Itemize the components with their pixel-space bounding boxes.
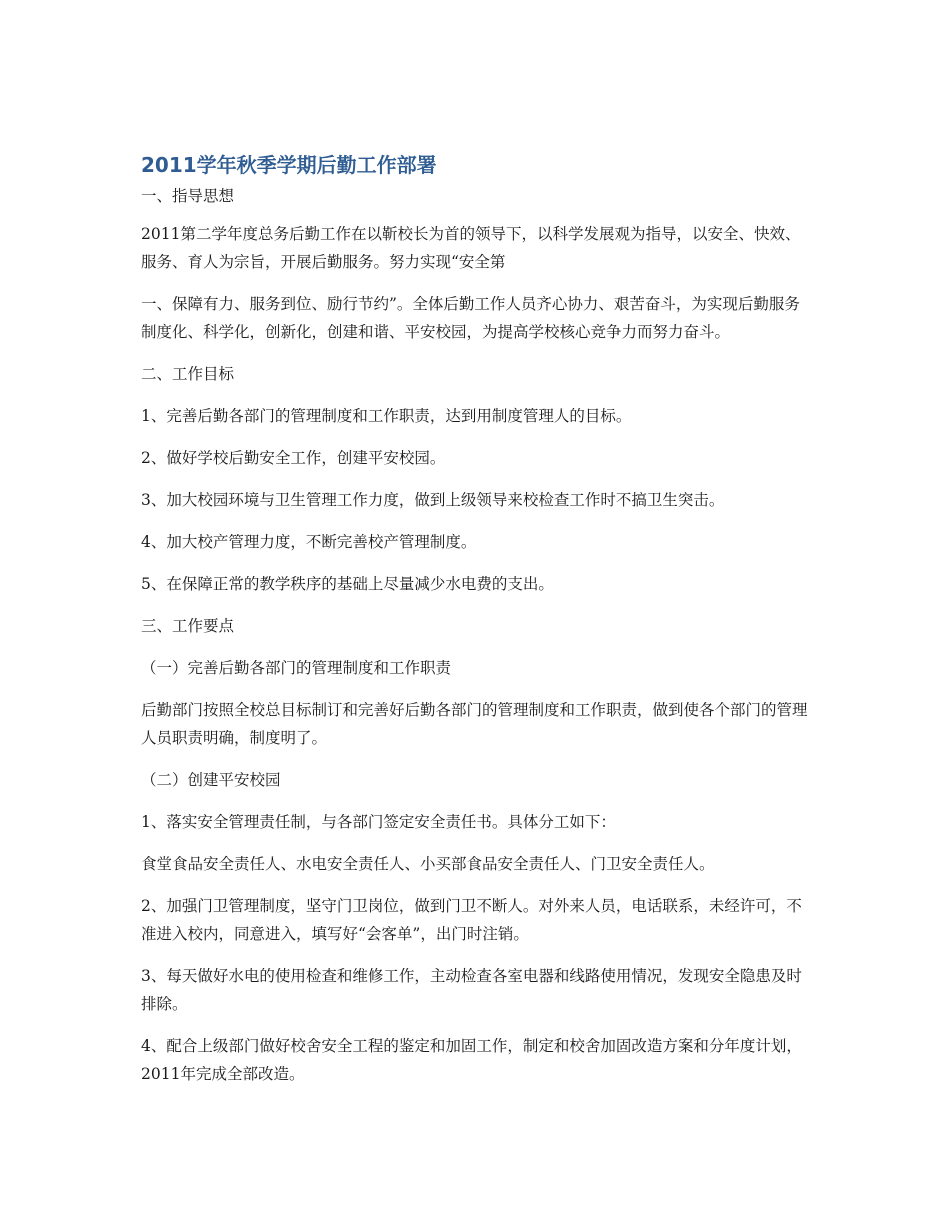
paragraph: 一、保障有力、服务到位、励行节约”。全体后勤工作人员齐心协力、艰苦奋斗，为实现后勤服务制度化、科学化，创新化，创建和谐、平安校园，为提高学校核心竞争力而努力奋斗。 xyxy=(141,295,800,341)
section-heading-1: 一、指导思想 xyxy=(141,187,235,205)
list-item: 4、加大校产管理力度，不断完善校产管理制度。 xyxy=(141,533,477,551)
list-item: 1、落实安全管理责任制，与各部门签定安全责任书。具体分工如下： xyxy=(141,813,616,831)
document-title: 2011学年秋季学期后勤工作部署 xyxy=(141,153,437,177)
list-item: 2、加强门卫管理制度，坚守门卫岗位，做到门卫不断人。对外来人员，电话联系，未经许可，不准进入校内，同意进入，填写好“会客单”，出门时注销。 xyxy=(141,897,802,943)
subsection-heading-2: （二）创建平安校园 xyxy=(141,771,281,789)
list-item: 3、每天做好水电的使用检查和维修工作，主动检查各室电器和线路使用情况，发现安全隐患及时排除。 xyxy=(141,967,802,1013)
subsection-heading-1: （一）完善后勤各部门的管理制度和工作职责 xyxy=(141,659,452,677)
list-item: 2、做好学校后勤安全工作，创建平安校园。 xyxy=(141,449,446,467)
list-item: 5、在保障正常的教学秩序的基础上尽量减少水电费的支出。 xyxy=(141,575,554,593)
paragraph: 后勤部门按照全校总目标制订和完善好后勤各部门的管理制度和工作职责，做到使各个部门的管理人员职责明确，制度明了。 xyxy=(141,701,808,747)
paragraph: 2011第二学年度总务后勤工作在以靳校长为首的领导下，以科学发展观为指导，以安全、快效、服务、育人为宗旨，开展后勤服务。努力实现“安全第 xyxy=(141,225,801,271)
document-page xyxy=(141,150,811,1102)
section-heading-2: 二、工作目标 xyxy=(141,365,235,383)
paragraph: 食堂食品安全责任人、水电安全责任人、小买部食品安全责任人、门卫安全责任人。 xyxy=(141,855,715,873)
list-item: 1、完善后勤各部门的管理制度和工作职责，达到用制度管理人的目标。 xyxy=(141,407,632,425)
section-heading-3: 三、工作要点 xyxy=(141,617,235,635)
list-item: 3、加大校园环境与卫生管理工作力度，做到上级领导来校检查工作时不搞卫生突击。 xyxy=(141,491,725,509)
list-item: 4、配合上级部门做好校舍安全工程的鉴定和加固工作，制定和校舍加固改造方案和分年度计划，2011年完成全部改造。 xyxy=(141,1037,802,1083)
